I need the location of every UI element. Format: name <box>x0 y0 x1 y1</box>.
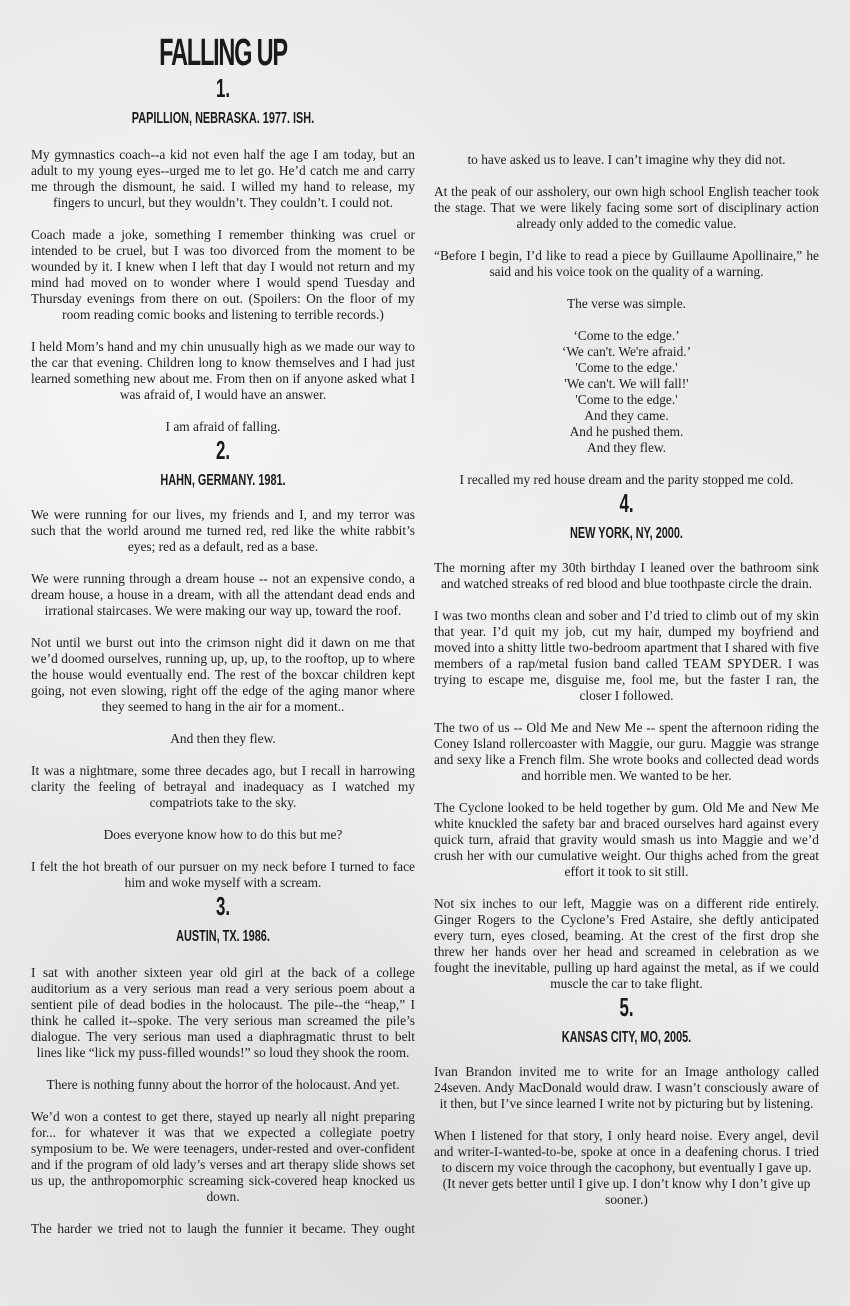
paragraph: When I listened for that story, I only heard noise. Every angel, devil and writer-I-wanted-to-be, spoke at once in a deafening chorus. I tried to discern my voice through the cacophony, but eventually I gave up. <box>434 1128 819 1175</box>
paragraph: We’d won a contest to get there, stayed up nearly all night preparing for... for whatever it was that we expected a collegiate poetry symposium to be. We were teenagers, under-rested and over-confident and if the program of old lady’s verses and art therapy slide shows set us up, the anthropomorphic screaming sick-covered heap knocked us down. <box>31 1109 415 1204</box>
section-5-place: KANSAS CITY, MO, 2005. <box>561 1029 692 1046</box>
paragraph: (It never gets better until I give up. I don’t know why I don’t give up sooner.) <box>442 1176 811 1207</box>
paragraph: Ivan Brandon invited me to write for an Image anthology called 24seven. Andy MacDonald would draw. I wasn’t consciously aware of it then, but I’ve since learned I write not by picturing but by listening. <box>434 1064 819 1111</box>
paragraph: The harder we tried not to laugh the funnier it became. They ought <box>31 1221 415 1236</box>
section-4-place: NEW YORK, NY, 2000. <box>570 525 683 542</box>
poem-line: And they flew. <box>586 440 667 455</box>
paragraph: to have asked us to leave. I can’t imagine why they did not. <box>467 152 786 167</box>
paragraph: The verse was simple. <box>567 296 686 311</box>
paragraph: We were running through a dream house -- not an expensive condo, a dream house, a house in a dream, with all the attendant dead ends and irrational staircases. We were making our way up, toward the roof. <box>31 571 415 618</box>
poem-line: 'Come to the edge.' <box>575 360 678 375</box>
section-1-number: 1. <box>215 73 231 103</box>
poem-line: 'Come to the edge.' <box>575 392 678 407</box>
paragraph: The morning after my 30th birthday I leaned over the bathroom sink and watched streaks of red blood and blue toothpaste circle the drain. <box>434 560 819 591</box>
paragraph: I am afraid of falling. <box>165 419 281 434</box>
paragraph: The two of us -- Old Me and New Me -- spent the afternoon riding the Coney Island rollercoaster with Maggie, our guru. Maggie was strange and sexy like a French film. She wrote books and collected dead words and horrible men. We wanted to be her. <box>434 720 819 783</box>
paragraph: The Cyclone looked to be held together by gum. Old Me and New Me white knuckled the safety bar and braced ourselves hard against every quick turn, afraid that gravity would smash us into Maggie and we’d crush her with our cumulative weight. Our thighs ached from the great effort it took to sit still. <box>434 800 819 879</box>
paragraph: I felt the hot breath of our pursuer on my neck before I turned to face him and woke myself with a scream. <box>31 859 415 890</box>
poem-line: And they came. <box>584 408 669 423</box>
section-3-number: 3. <box>215 891 231 921</box>
section-1-place: PAPILLION, NEBRASKA. 1977. ISH. <box>131 110 315 127</box>
poem-line: 'We can't. We will fall!' <box>564 376 689 391</box>
poem-line: ‘Come to the edge.’ <box>573 328 680 343</box>
poem-line: ‘We can't. We're afraid.’ <box>561 344 692 359</box>
paragraph: There is nothing funny about the horror of the holocaust. And yet. <box>46 1077 400 1092</box>
paragraph: I sat with another sixteen year old girl at the back of a college auditorium as a very serious man read a very serious poem about a sentient pile of dead bodies in the holocaust. The pile--the “heap,” I think he called it--spoke. The very serious man screamed the pile’s dialogue. The very serious man used a diaphragmatic thrust to belt lines like “lick my puss-filled wounds!” so loud they shook the room. <box>31 965 415 1060</box>
paragraph: And then they flew. <box>170 731 276 746</box>
poem <box>434 328 819 456</box>
paragraph: It was a nightmare, some three decades ago, but I recall in harrowing clarity the feeling of betrayal and inadequacy as I watched my compatriots take to the sky. <box>31 763 415 810</box>
paragraph: Does everyone know how to do this but me? <box>103 827 343 842</box>
section-2-number: 2. <box>215 435 231 465</box>
paragraph: I held Mom’s hand and my chin unusually high as we made our way to the car that evening. Children long to know themselves and I had just learned something new about me. From then on if anyone asked what I was afraid of, I would have an answer. <box>31 339 415 402</box>
section-4-number: 4. <box>619 488 634 518</box>
paragraph: Not six inches to our left, Maggie was on a different ride entirely. Ginger Rogers to the Cyclone’s Fred Astaire, she deftly anticipated every turn, eyes closed, beaming. At the crest of the first drop she threw her hands over her head and screamed in celebration as we fought the inevitable, pulling up hard against the metal, as if we could muscle the car to take flight. <box>434 896 819 991</box>
paragraph: We were running for our lives, my friends and I, and my terror was such that the world around me turned red, red like the white rabbit’s eyes; red as a default, red as a base. <box>31 507 415 554</box>
section-2-place: HAHN, GERMANY. 1981. <box>160 472 286 489</box>
left-column <box>31 0 415 1253</box>
paragraph: At the peak of our assholery, our own high school English teacher took the stage. That we were likely facing some sort of disciplinary action already only added to the comedic value. <box>434 184 819 231</box>
paragraph: My gymnastics coach--a kid not even half the age I am today, but an adult to my young eyes--urged me to let go. He’d catch me and carry me through the dismount, he said. I willed my hand to release, my fingers to uncurl, but they wouldn’t. They couldn’t. I could not. <box>31 147 415 210</box>
section-3-place: AUSTIN, TX. 1986. <box>176 928 270 945</box>
paragraph: I recalled my red house dream and the parity stopped me cold. <box>459 472 794 487</box>
paragraph: Not until we burst out into the crimson night did it dawn on me that we’d doomed ourselves, running up, up, up, to the rooftop, up to where the house would eventually end. The rest of the boxcar children kept going, not even slowing, right off the edge of the aging manor where they seemed to hang in the air for a moment.. <box>31 635 415 714</box>
paragraph: “Before I begin, I’d like to read a piece by Guillaume Apollinaire,” he said and his voice took on the quality of a warning. <box>434 248 819 279</box>
paragraph: I was two months clean and sober and I’d tried to climb out of my skin that year. I’d quit my job, cut my hair, dumped my boyfriend and moved into a shitty little two-bedroom apartment that I shared with five members of a rap/metal fusion band called TEAM SPYDER. I was trying to escape me, disguise me, fool me, but the faster I ran, the closer I followed. <box>434 608 819 703</box>
page-title: FALLING UP <box>159 32 287 74</box>
poem-line: And he pushed them. <box>569 424 684 439</box>
paragraph: Coach made a joke, something I remember thinking was cruel or intended to be cruel, but I was too divorced from the moment to be wounded by it. I knew when I left that day I would not return and my mind had moved on to wonder where I would spend Tuesday and Thursday evenings from there on out. (Spoilers: On the floor of my room reading comic books and listening to terrible records.) <box>31 227 415 322</box>
right-column <box>434 0 819 1224</box>
section-5-number: 5. <box>619 992 634 1022</box>
